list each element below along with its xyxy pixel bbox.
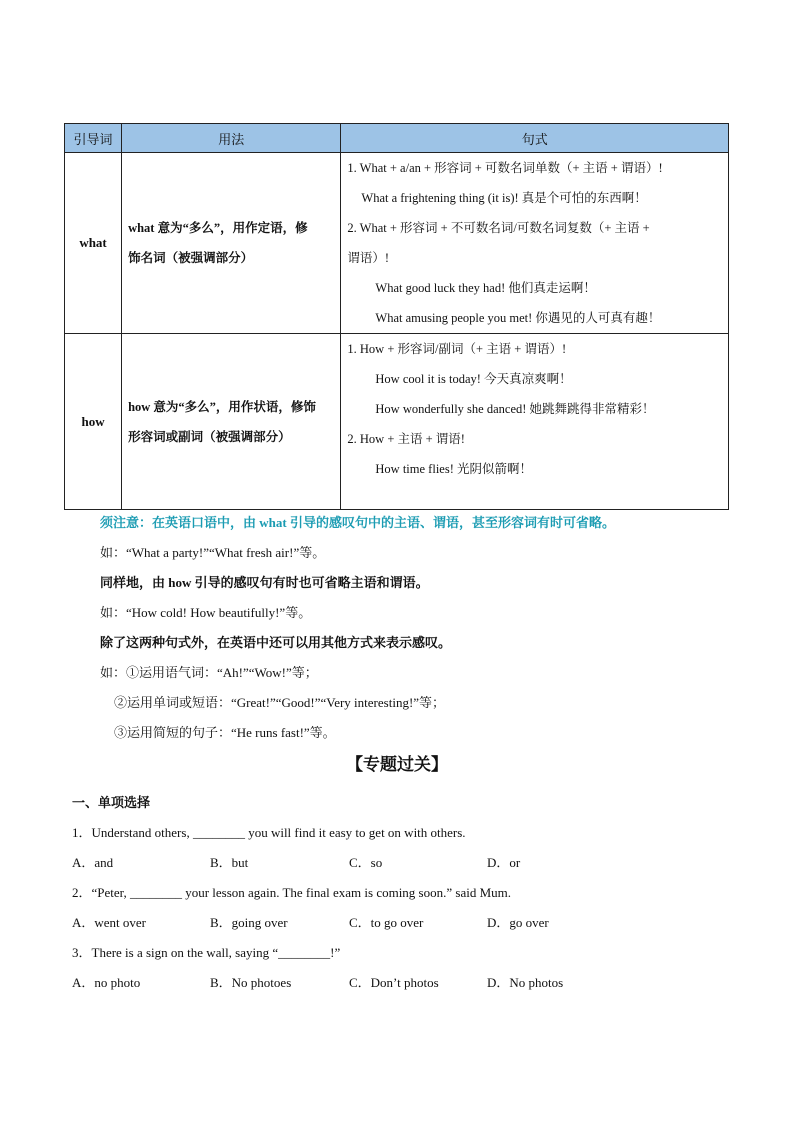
option-b[interactable]: B．No photoes xyxy=(210,975,292,990)
guide-word-what: what xyxy=(65,153,122,334)
question-stem: 2．“Peter, ________ your lesson again. The final exam is coming soon.” said Mum. xyxy=(72,885,511,900)
note-example: ③运用简短的句子：“He runs fast!”等。 xyxy=(114,725,336,740)
question-stem: 1．Understand others, ________ you will find it easy to get on with others. xyxy=(72,825,466,840)
pattern-example: How time flies! 光阴似箭啊！ xyxy=(375,462,532,476)
header-usage: 用法 xyxy=(122,124,341,153)
usage-line: 形容词或副词（被强调部分） xyxy=(128,429,291,444)
guide-word-how: how xyxy=(65,334,122,510)
grammar-table xyxy=(64,123,729,510)
note-how: 同样地，由 how 引导的感叹句有时也可省略主语和谓语。 xyxy=(100,575,429,590)
usage-how xyxy=(122,334,341,510)
part-title: 一、单项选择 xyxy=(72,795,151,810)
pattern-line: 谓语）! xyxy=(347,251,390,265)
question-stem: 3．There is a sign on the wall, saying “________!” xyxy=(72,945,341,960)
section-title: 【专题过关】 xyxy=(346,755,448,774)
pattern-line: 1. How + 形容词/副词（+ 主语 + 谓语）! xyxy=(347,342,567,356)
option-c[interactable]: C．Don’t photos xyxy=(349,975,439,990)
option-a[interactable]: A．went over xyxy=(72,915,147,930)
option-c[interactable]: C．to go over xyxy=(349,915,424,930)
option-b[interactable]: B．but xyxy=(210,855,249,870)
table-header-row xyxy=(65,124,729,153)
pattern-example: What a frightening thing (it is)! 真是个可怕的东西啊！ xyxy=(361,191,647,205)
usage-line: how 意为“多么”，用作状语，修饰 xyxy=(128,399,316,414)
note-example: 如：①运用语气词：“Ah!”“Wow!”等； xyxy=(100,665,318,680)
pattern-example: What good luck they had! 他们真走运啊！ xyxy=(375,281,596,295)
pattern-line: 2. How + 主语 + 谓语! xyxy=(347,432,465,446)
note-other-ways: 除了这两种句式外，在英语中还可以用其他方式来表示感叹。 xyxy=(100,635,452,650)
pattern-example: How cool it is today! 今天真凉爽啊！ xyxy=(375,372,572,386)
option-a[interactable]: A．no photo xyxy=(72,975,141,990)
usage-line: what 意为“多么”，用作定语，修 xyxy=(128,221,308,235)
option-b[interactable]: B．going over xyxy=(210,915,288,930)
option-d[interactable]: D．or xyxy=(487,855,521,870)
note-attention: 须注意：在英语口语中，由 what 引导的感叹句中的主语、谓语，甚至形容词有时可省略。 xyxy=(100,515,615,530)
option-c[interactable]: C．so xyxy=(349,855,383,870)
option-d[interactable]: D．No photos xyxy=(487,975,564,990)
note-example: 如：“How cold! How beautifully!”等。 xyxy=(100,605,312,620)
pattern-how xyxy=(341,334,729,510)
pattern-example: How wonderfully she danced! 她跳舞跳得非常精彩！ xyxy=(375,402,655,416)
pattern-example: What amusing people you met! 你遇见的人可真有趣！ xyxy=(375,311,661,325)
usage-line: 饰名词（被强调部分） xyxy=(128,251,254,265)
header-guide-word: 引导词 xyxy=(65,124,122,153)
table-row xyxy=(65,334,729,510)
header-pattern: 句式 xyxy=(341,124,729,153)
note-example: ②运用单词或短语：“Great!”“Good!”“Very interesting!”等； xyxy=(114,695,446,710)
pattern-line: 1. What + a/an + 形容词 + 可数名词单数（+ 主语 + 谓语）! xyxy=(347,161,663,175)
pattern-what xyxy=(341,153,729,334)
table-row xyxy=(65,153,729,334)
note-example: 如：“What a party!”“What fresh air!”等。 xyxy=(100,545,326,560)
option-d[interactable]: D．go over xyxy=(487,915,549,930)
usage-what xyxy=(122,153,341,334)
option-a[interactable]: A．and xyxy=(72,855,114,870)
pattern-line: 2. What + 形容词 + 不可数名词/可数名词复数（+ 主语 + xyxy=(347,221,650,235)
